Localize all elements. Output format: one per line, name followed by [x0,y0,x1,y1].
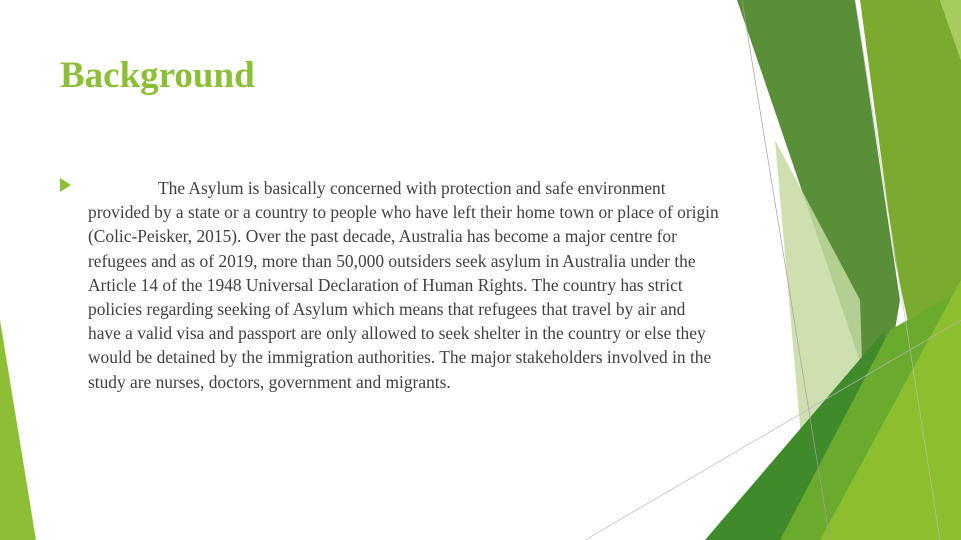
bullet-item [60,176,720,411]
bullet-text: The Asylum is basically concerned with protection and safe environment provided by a state or a country to people who have left their home town or place of origin (Colic-Peisker, 2015). Over the past decade, Australia has become a major centre for refugees and as of 2019, more than 50,000 outsiders seek asylum in Australia under the Article 14 of the 1948 Universal Declaration of Human Rights. The country has strict policies regarding seeking of Asylum which means that refugees that travel by air and have a valid visa and passport are only allowed to seek shelter in the country or else they would be detained by the immigration authorities. The major stakeholders involved in the study are nurses, doctors, government and migrants. [88,178,719,392]
left-edge-shape [0,320,36,540]
slide-title: Background [60,55,255,96]
triangle-right-icon [60,178,71,192]
